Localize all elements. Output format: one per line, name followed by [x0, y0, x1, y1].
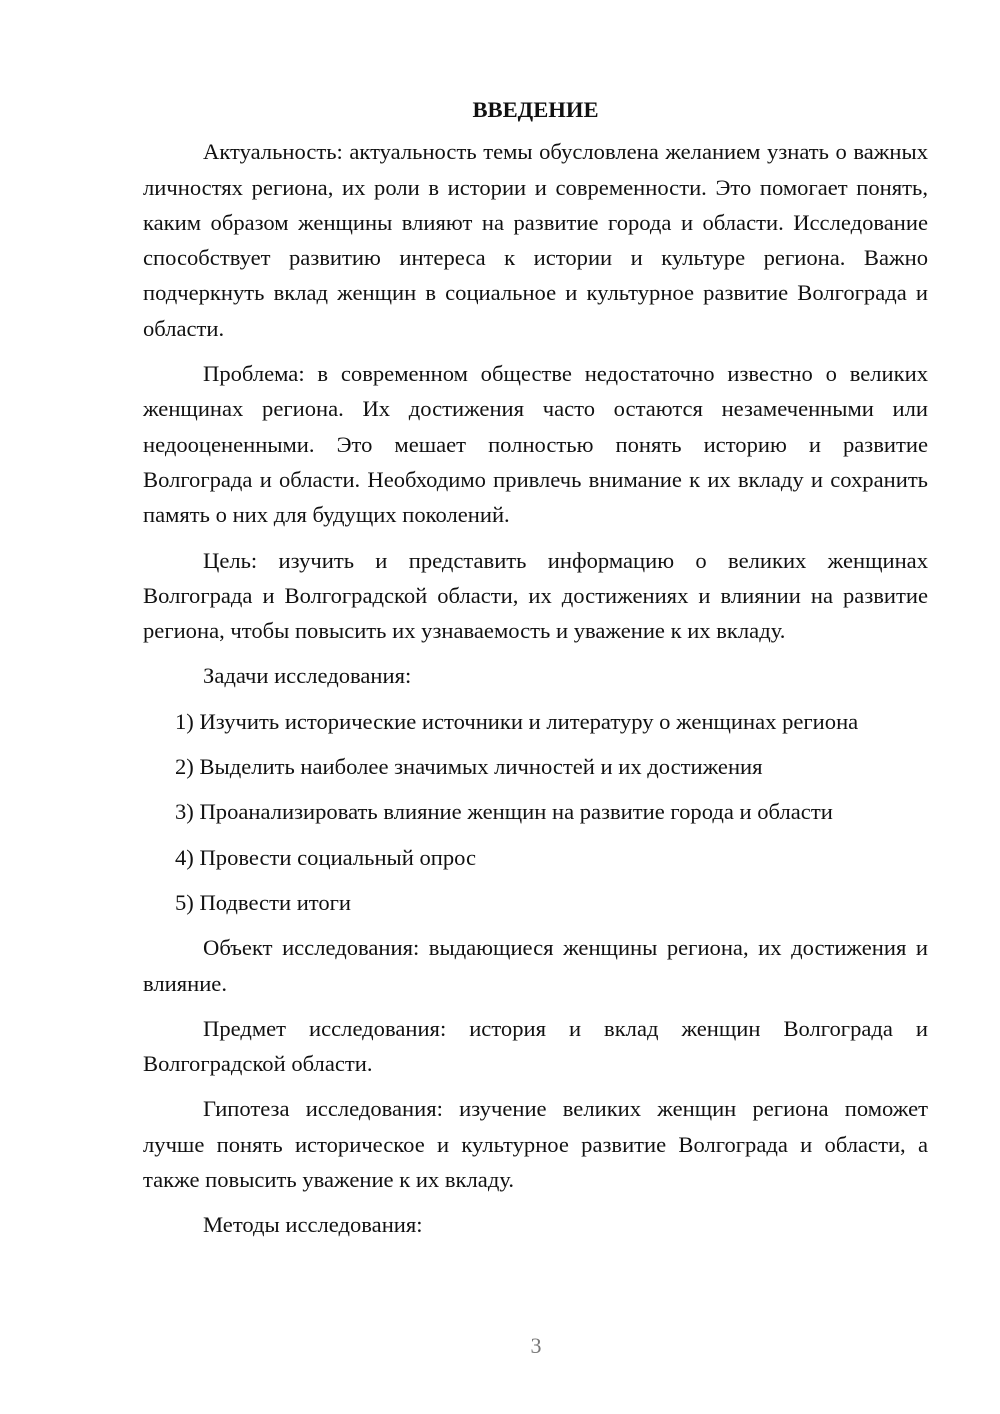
task-item: 4) Провести социальный опрос — [175, 844, 477, 870]
methods-heading: Методы исследования: — [203, 1212, 423, 1238]
problem-paragraph: Проблема: в современном обществе недостаточно известно о великих женщинах региона. Их достижения часто остаются незамеченными или недооцененными. Это мешает полностью понять историю и развитие Волгограда и области. Необходимо привлечь внимание к их вкладу и сохранить память о них для будущих поколений. — [143, 361, 928, 528]
task-item: 3) Проанализировать влияние женщин на развитие города и области — [175, 799, 833, 825]
relevance-paragraph: Актуальность: актуальность темы обусловлена желанием узнать о важных личностях региона, их роли в истории и современности. Это помогает понять, каким образом женщины влияют на развитие города и области. Исследование способствует развитию интереса к истории и культуре региона. Важно подчеркнуть вклад женщин в социальное и культурное развитие Волгограда и области. — [143, 139, 928, 341]
page-title: ВВЕДЕНИЕ — [472, 97, 599, 122]
task-item: 5) Подвести итоги — [175, 889, 352, 915]
object-paragraph: Объект исследования: выдающиеся женщины региона, их достижения и влияние. — [143, 935, 928, 996]
task-item: 1) Изучить исторические источники и литературу о женщинах региона — [175, 708, 859, 734]
page-number: 3 — [530, 1333, 542, 1358]
hypothesis-paragraph: Гипотеза исследования: изучение великих женщин региона поможет лучше понять историческое и культурное развитие Волгограда и области, а также повысить уважение к их вкладу. — [143, 1096, 928, 1193]
subject-paragraph: Предмет исследования: история и вклад женщин Волгограда и Волгоградской области. — [143, 1015, 928, 1077]
goal-paragraph: Цель: изучить и представить информацию о великих женщинах Волгограда и Волгоградской области, их достижениях и влиянии на развитие региона, чтобы повысить их узнаваемость и уважение к их вкладу. — [143, 547, 928, 644]
tasks-heading: Задачи исследования: — [203, 663, 412, 689]
task-item: 2) Выделить наиболее значимых личностей и их достижения — [175, 754, 763, 780]
page-content — [143, 92, 928, 1243]
